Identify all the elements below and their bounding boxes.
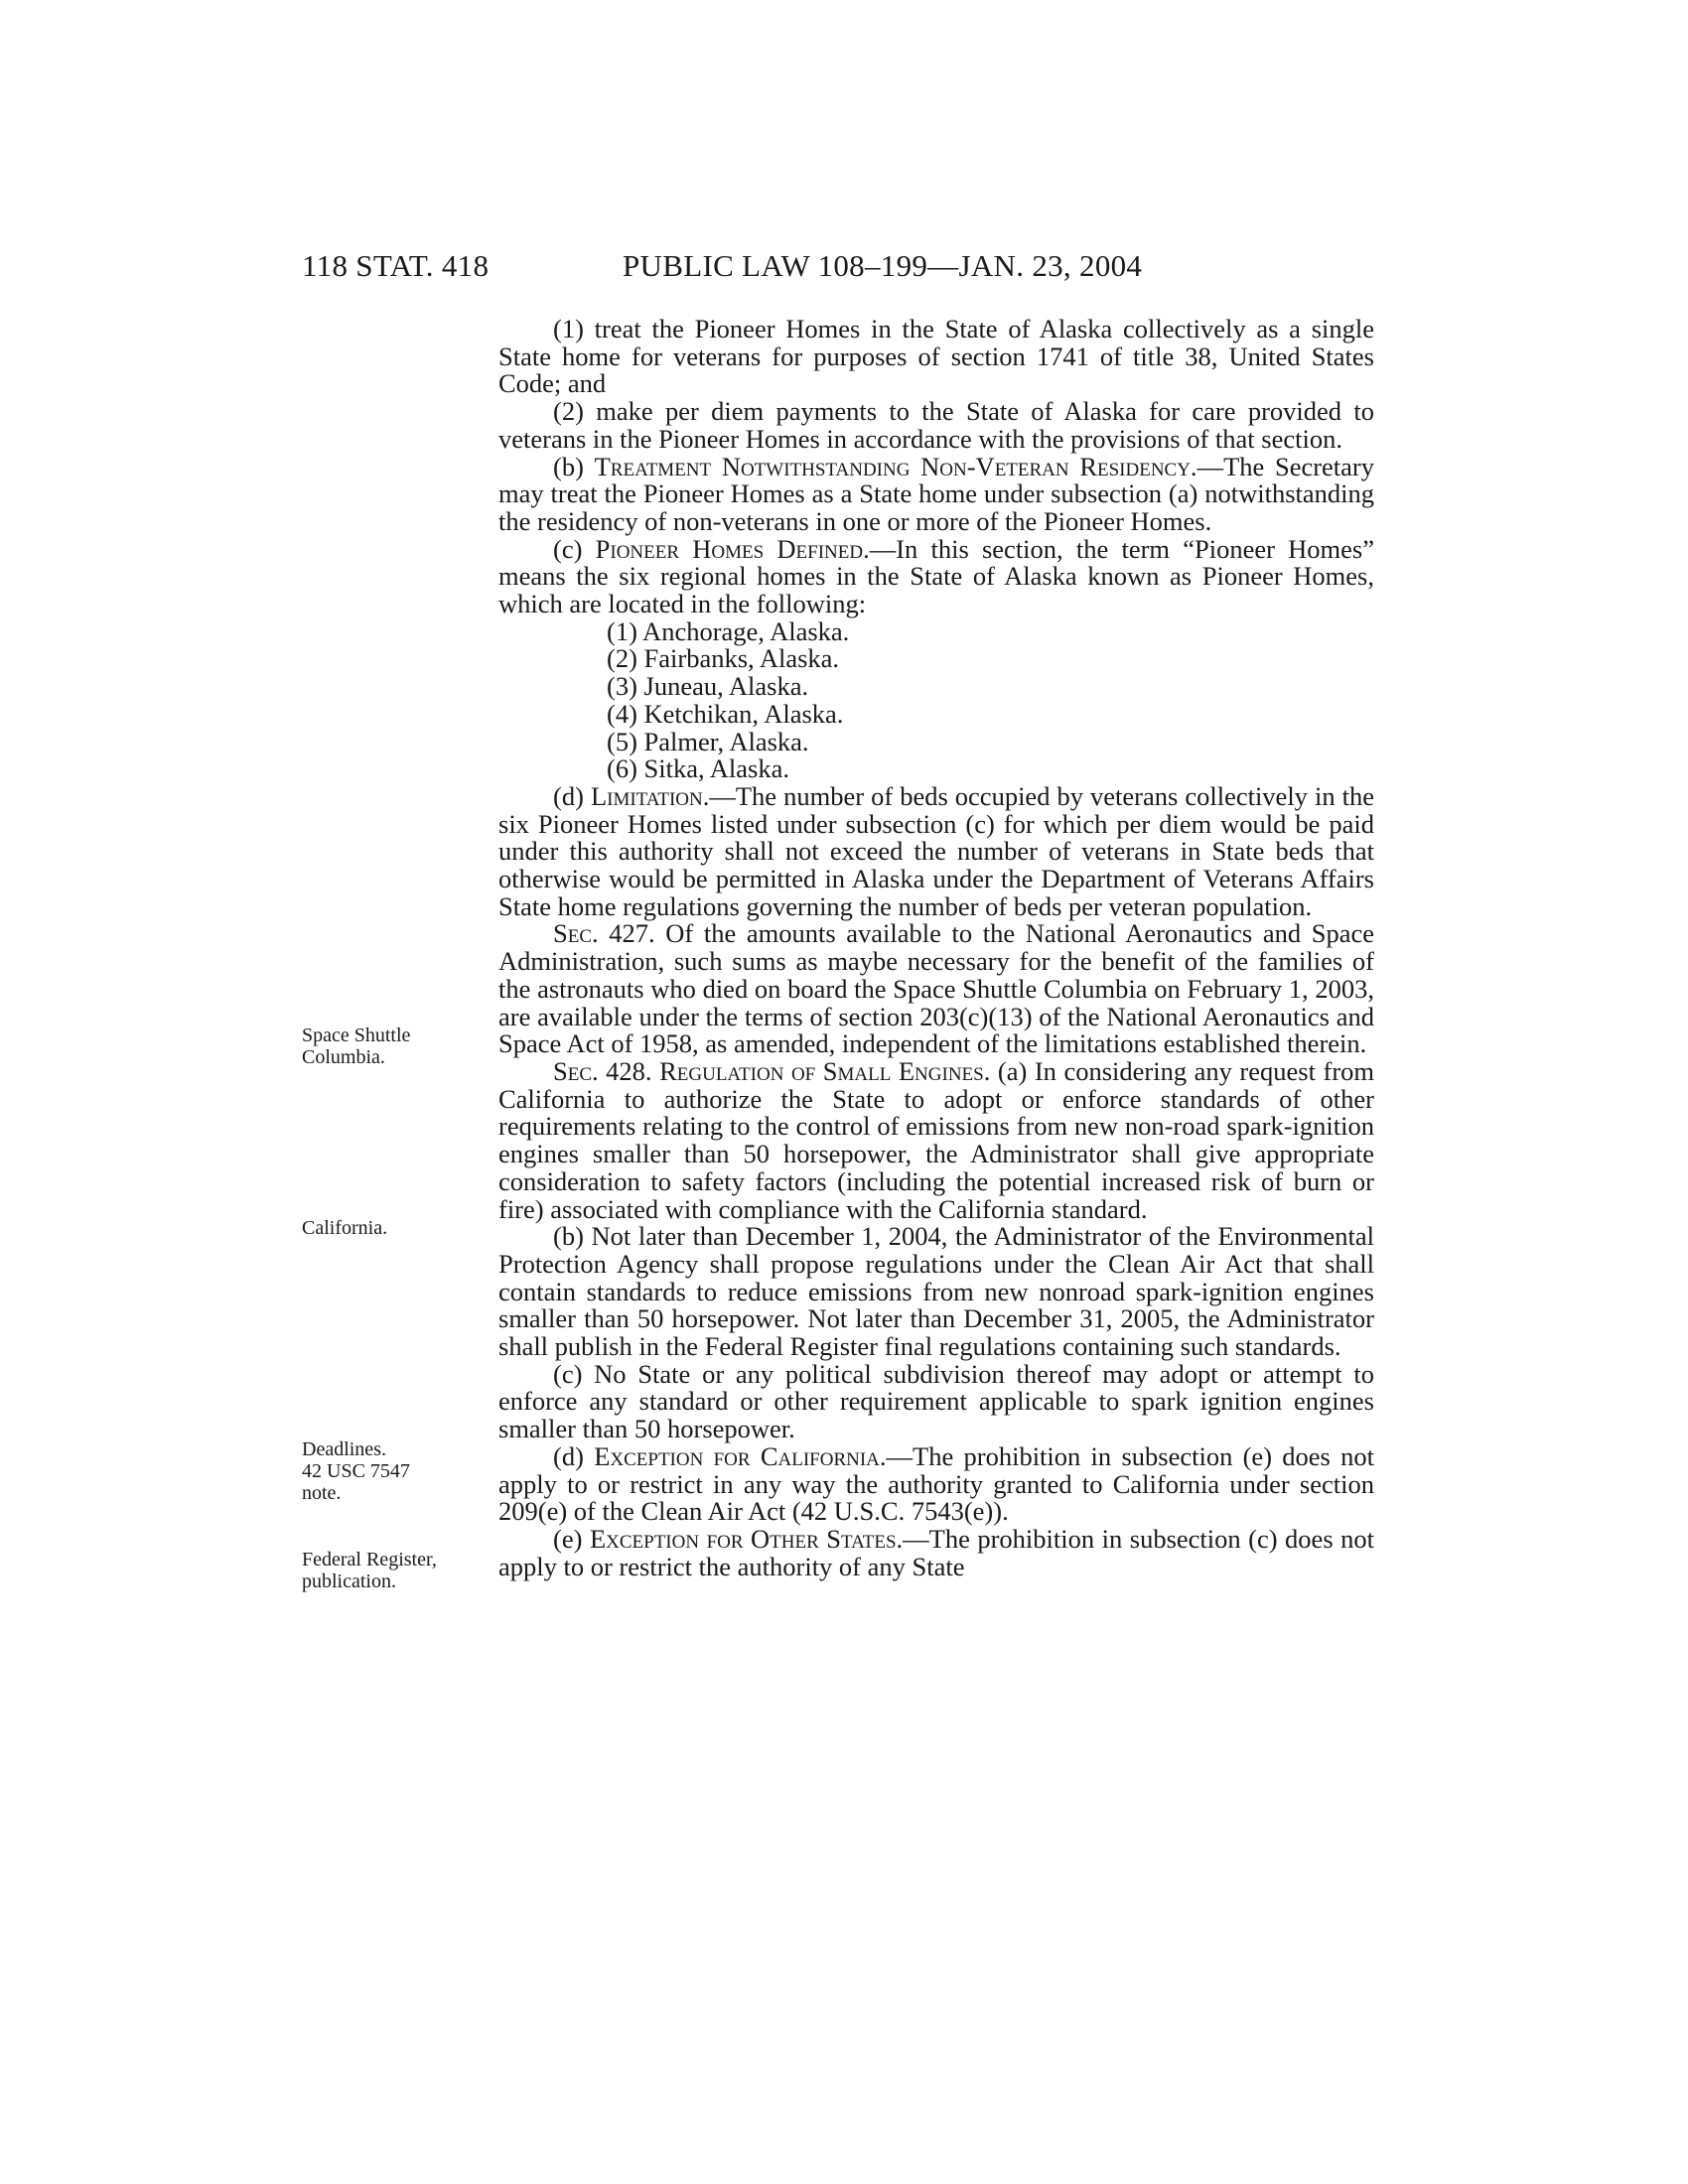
margin-note-california: [302, 1217, 476, 1239]
section-428-b: (b) Not later than December 1, 2004, the Administrator of the Environmental Protection Agency shall propose regulations under the Clean Air Act that shall contain standards to reduce emissions from new nonroad spark-ignition engines smaller than 50 horsepower. Not later than December 31, 2005, the Administrator shall publish in the Federal Register final regulations containing such standards.: [498, 1221, 1374, 1362]
subsection-d: [498, 780, 1374, 921]
margin-note-line: Space Shuttle: [302, 1024, 411, 1046]
section-text: Of the amounts available to the National Aeronautics and Space Administration, such sums as maybe necessary for the benefit of the families of the astronauts who died on board the Space Shuttle Columbia on February 1, 2003, are available under the terms of section 203(c)(13) of the National Aeronautics and Space Act of 1958, as amended, independent of the limitations established therein.: [498, 918, 1374, 1059]
subsection-label: (b): [553, 451, 584, 481]
section-label: Sec. 427.: [553, 918, 655, 949]
subsection-heading: Treatment Notwithstanding Non-Veteran Residency.: [594, 451, 1197, 481]
section-427: [498, 920, 1374, 1058]
margin-note-line: publication.: [302, 1570, 396, 1592]
paragraph-2: (2) make per diem payments to the State of Alaska for care provided to veterans in the Pioneer Homes in accordance with the provisions of that section.: [498, 396, 1374, 454]
list-item: (6) Sitka, Alaska.: [607, 753, 789, 784]
subsection-heading: Limitation.: [590, 780, 710, 811]
subsection-text: —In this section, the term “Pioneer Homes” means the six regional homes in the State of Alaska known as Pioneer Homes, which are located in the following:: [498, 533, 1374, 619]
subsection-heading: Exception for California.: [594, 1440, 887, 1471]
section-428: [498, 1055, 1375, 1224]
section-428-e: [498, 1523, 1374, 1581]
stat-page-number: 118 STAT. 418: [302, 248, 490, 283]
margin-note-line: note.: [302, 1482, 342, 1504]
subsection-label: (d): [553, 780, 584, 811]
subsection-c: [498, 533, 1374, 619]
subsection-b: [498, 451, 1375, 536]
subsection-label: (e): [553, 1523, 583, 1554]
subsection-label: (d): [553, 1440, 584, 1471]
margin-note-line: 42 USC 7547: [302, 1460, 410, 1482]
margin-note-space-shuttle: [302, 1024, 476, 1068]
page-header: [0, 248, 1688, 288]
margin-note-deadlines: [302, 1438, 476, 1504]
subsection-text: —The prohibition in subsection (e) does not apply to or restrict in any way the authority granted to California under section 209(e) of the Clean Air Act (42 U.S.C. 7543(e)).: [498, 1440, 1375, 1527]
list-item: (3) Juneau, Alaska.: [607, 671, 809, 702]
subsection-label: (c): [553, 533, 583, 564]
paragraph-1: (1) treat the Pioneer Homes in the State of Alaska collectively as a single State home for veterans for purposes of section 1741 of title 38, United States Code; and: [498, 314, 1374, 399]
subsection-heading: Pioneer Homes Defined.: [595, 533, 870, 564]
subsection-text: —The Secretary may treat the Pioneer Homes as a State home under subsection (a) notwithstanding the residency of non-veterans in one or more of the Pioneer Homes.: [498, 451, 1375, 536]
section-428-c: (c) No State or any political subdivision thereof may adopt or attempt to enforce any standard or other requirement applicable to spark ignition engines smaller than 50 horsepower.: [498, 1358, 1374, 1444]
list-item: (5) Palmer, Alaska.: [607, 726, 809, 756]
margin-note-line: California.: [302, 1217, 388, 1239]
section-text: (a) In considering any request from California to authorize the State to adopt or enforce standards of other requirements relating to the control of emissions from new non-road spark-ignition engines smaller than 50 horsepower, the Administrator shall give appropriate consideration to safety factors (including the potential increased risk of burn or fire) associated with compliance with the California standard.: [498, 1055, 1375, 1224]
list-item: (2) Fairbanks, Alaska.: [607, 643, 840, 674]
margin-note-line: Federal Register,: [302, 1549, 437, 1570]
public-law-title: PUBLIC LAW 108–199—JAN. 23, 2004: [623, 248, 1143, 283]
subsection-text: —The number of beds occupied by veterans collectively in the six Pioneer Homes listed under subsection (c) for which per diem would be paid under this authority shall not exceed the number of veterans in State beds that otherwise would be permitted in Alaska under the Department of Veterans Affairs State home regulations governing the number of beds per veteran population.: [498, 780, 1374, 921]
margin-note-federal-register: [302, 1549, 476, 1592]
subsection-heading: Exception for Other States.: [589, 1523, 904, 1554]
margin-note-line: Columbia.: [302, 1046, 385, 1068]
list-item: (1) Anchorage, Alaska.: [607, 615, 850, 646]
statute-text: [498, 316, 1374, 1580]
list-item: (4) Ketchikan, Alaska.: [607, 698, 844, 729]
section-label: Sec. 428. Regulation of Small Engines.: [553, 1055, 991, 1086]
subsection-text: —The prohibition in subsection (c) does not apply to or restrict the authority of any State: [498, 1523, 1374, 1581]
margin-note-line: Deadlines.: [302, 1438, 386, 1460]
section-428-d: [498, 1440, 1375, 1527]
